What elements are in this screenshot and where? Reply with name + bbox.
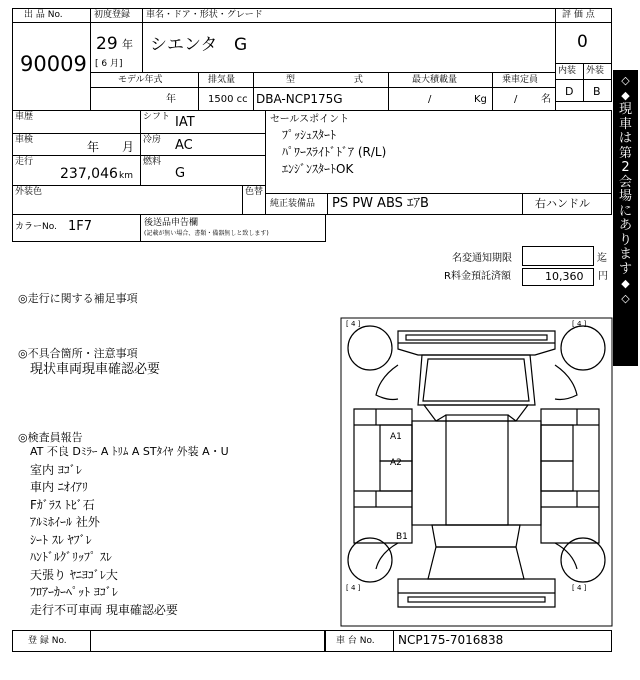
name-change-deadline-box — [522, 246, 594, 266]
inspector-line: ｼｰﾄ ｽﾚ ﾔﾌﾞﾚ — [30, 532, 92, 547]
banner-char: 現 — [618, 102, 632, 117]
interior-grade: D — [565, 85, 574, 98]
recycle-fee-label: R料金預託済額 — [444, 271, 511, 282]
interior-label: 内装 — [558, 66, 577, 76]
sales-point-3: ｴﾝｼﾞﾝｽﾀｰﾄOK — [282, 162, 354, 176]
divider — [90, 22, 556, 23]
tire-count-rear-left: [ 4 ] — [346, 584, 361, 592]
defect-text: 現状車両現車確認必要 — [30, 362, 161, 377]
displacement: 1500 cc — [208, 94, 248, 105]
score-value: 0 — [577, 32, 588, 52]
divider — [253, 72, 254, 111]
capacity-slash: / — [514, 94, 518, 105]
chassis-number: NCP175-7016838 — [398, 633, 504, 647]
name-change-deadline-unit: 迄 — [597, 253, 607, 264]
max-load-unit: Kg — [474, 94, 487, 105]
car-name-label: 車名・ドア・形状・グレード — [146, 10, 263, 20]
banner-char: 2 — [621, 160, 630, 175]
divider — [492, 72, 493, 111]
inspector-line: 走行不可車両 現車確認必要 — [30, 602, 178, 617]
model-year-unit: 年 — [166, 94, 176, 105]
inspector-line: Fｶﾞﾗｽ ﾄﾋﾞ石 — [30, 497, 95, 512]
aftermarket-label: 後送品申告欄 — [144, 218, 199, 228]
mileage-unit: km — [119, 171, 133, 181]
divider — [140, 110, 141, 185]
model-year-label: モデル年式 — [118, 75, 163, 85]
inspection-month-unit: 月 — [122, 140, 135, 154]
fuel-value: G — [175, 166, 186, 181]
model-label: 型 式 — [286, 75, 391, 85]
banner-char: 場 — [618, 189, 632, 204]
divider — [12, 22, 91, 23]
lot-number: 90009 — [20, 52, 87, 76]
divider — [583, 63, 584, 102]
banner-char: ◇ — [621, 74, 630, 87]
displacement-label: 排気量 — [208, 75, 236, 85]
divider — [142, 8, 143, 73]
inspector-line: 天張り ﾔﾆﾖｺﾞﾚ大 — [30, 567, 118, 582]
inspection-label: 車検 — [15, 135, 34, 145]
exterior-grade: B — [593, 85, 601, 98]
color-no-label: カラーNo. — [15, 222, 57, 232]
first-registration-year: 29 — [96, 34, 118, 54]
divider — [90, 87, 556, 88]
tire-count-rear-right: [ 4 ] — [572, 584, 587, 592]
divider — [12, 155, 266, 156]
damage-mark-a1: A1 — [390, 432, 402, 442]
banner-char: り — [618, 232, 632, 248]
banner-char: に — [618, 203, 632, 219]
equipment-label: 純正装備品 — [270, 199, 316, 209]
history-label: 車歴 — [15, 112, 34, 122]
tire-count-front-left: [ 4 ] — [346, 320, 361, 328]
ac-value: AC — [175, 138, 193, 153]
banner-char: 会 — [618, 174, 632, 190]
exterior-label: 外装 — [586, 66, 605, 76]
divider — [198, 72, 199, 111]
inspector-line: 車内 ﾆｵｲｱﾘ — [30, 480, 88, 494]
mileage-label: 走行 — [15, 157, 34, 167]
divider — [12, 185, 266, 186]
inspector-line: ｱﾙﾐﾎｲｰﾙ 社外 — [30, 515, 100, 529]
sales-point-2: ﾊﾟﾜｰｽﾗｲﾄﾞﾄﾞｱ (R/L) — [282, 145, 387, 159]
aftermarket-note: (記載が無い場合、書類・備器無しと致します) — [144, 230, 269, 237]
divider — [90, 630, 91, 652]
location-notice-banner — [613, 70, 638, 366]
banner-char: は — [618, 131, 632, 146]
divider — [242, 185, 243, 215]
supplement-title: ◎走行に関する補足事項 — [18, 292, 138, 305]
color-change-label: 色替 — [245, 187, 264, 197]
divider — [327, 193, 328, 215]
damage-mark-b1: B1 — [396, 532, 408, 542]
capacity-label: 乗車定員 — [502, 75, 539, 85]
lot-number-label: 出 品 No. — [24, 10, 63, 20]
model-code: DBA-NCP175G — [256, 92, 343, 106]
fuel-label: 燃料 — [143, 157, 162, 167]
recycle-fee-unit: 円 — [598, 271, 608, 282]
grade: G — [234, 35, 248, 55]
max-load-slash: / — [428, 94, 432, 105]
steering-value: 右ハンドル — [535, 197, 590, 210]
banner-char: ◇ — [621, 291, 630, 305]
color-no-value: 1F7 — [68, 219, 93, 234]
banner-char: 第 — [618, 145, 632, 161]
banner-char: ま — [618, 247, 632, 262]
damage-mark-a2: A2 — [390, 458, 402, 468]
car-name: シエンタ — [150, 35, 218, 55]
divider — [555, 22, 612, 23]
first-registration-year-unit: 年 — [122, 38, 133, 51]
chassis-label: 車 台 No. — [336, 636, 375, 646]
exterior-color-label: 外装色 — [15, 187, 43, 197]
details-box — [12, 110, 266, 215]
equipment-value: PS PW ABS ｴｱB — [332, 196, 429, 211]
divider — [393, 630, 394, 652]
score-label: 評 価 点 — [562, 10, 595, 20]
inspector-line: 室内 ﾖｺﾞﾚ — [30, 462, 82, 477]
registration-label: 登 録 No. — [28, 636, 67, 646]
first-registration-label: 初度登録 — [94, 10, 131, 20]
capacity-unit: 名 — [541, 94, 551, 105]
banner-char: あ — [618, 218, 632, 233]
max-load-label: 最大積載量 — [412, 75, 458, 85]
inspector-line: ﾊﾝﾄﾞﾙｸﾞﾘｯﾌﾟ ｽﾚ — [30, 550, 112, 564]
sales-points-label: セールスポイント — [270, 114, 350, 125]
divider — [12, 133, 266, 134]
inspector-line: ﾌﾛｱｰｶｰﾍﾟｯﾄ ﾖｺﾞﾚ — [30, 585, 118, 599]
shift-value: IAT — [175, 115, 195, 130]
banner-char: す — [618, 261, 632, 277]
defect-title: ◎不具合箇所・注意事項 — [18, 347, 138, 360]
inspection-year-unit: 年 — [87, 140, 100, 154]
mileage-value: 237,046 — [60, 166, 118, 182]
banner-char: 車 — [618, 116, 632, 132]
tire-count-front-right: [ 4 ] — [572, 320, 587, 328]
sales-point-1: ﾌﾟｯｼｭｽﾀｰﾄ — [282, 128, 337, 142]
banner-char: ◆ — [621, 277, 630, 290]
name-change-deadline-label: 名変通知期限 — [452, 253, 512, 264]
vehicle-damage-diagram — [340, 317, 613, 627]
banner-char: ◆ — [621, 88, 630, 102]
recycle-fee-amount: 10,360 — [545, 270, 584, 283]
shift-label: シフト — [143, 112, 171, 122]
inspector-title: ◎検査員報告 — [18, 431, 83, 444]
inspector-line: AT 不良 Dﾐﾗｰ A ﾄﾘﾑ A STﾀｲﾔ 外装 A・U — [30, 445, 229, 458]
divider — [140, 214, 141, 242]
ac-label: 冷房 — [143, 135, 162, 145]
first-registration-month: [ 6 月] — [95, 59, 123, 69]
